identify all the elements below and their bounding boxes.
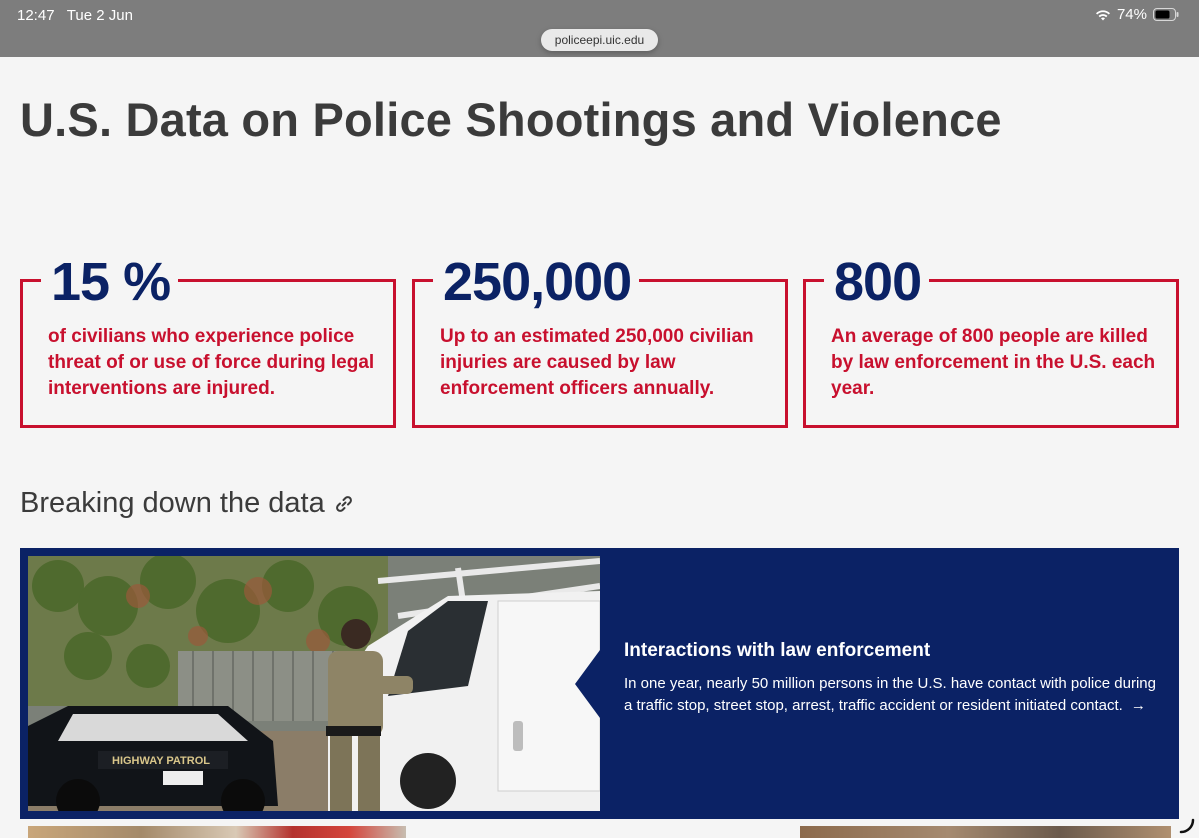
feature-photo [28, 556, 600, 811]
wifi-icon [1095, 9, 1111, 21]
next-card-image[interactable] [800, 826, 1171, 838]
section-heading-text: Breaking down the data [20, 487, 325, 519]
section-heading [20, 487, 353, 520]
arrow-right-icon[interactable]: → [1130, 697, 1146, 714]
stat-number: 800 [824, 252, 929, 312]
url-bar[interactable]: policeepi.uic.edu [541, 29, 658, 51]
battery-percent: 74% [1116, 6, 1147, 23]
status-bar [0, 0, 1199, 57]
clock-time: 12:47 [17, 7, 55, 24]
loading-indicator-icon [1179, 818, 1195, 834]
feature-card-interactions[interactable] [20, 548, 1179, 819]
stat-description: of civilians who experience police threat of or use of force during legal interventions are injured. [48, 326, 375, 399]
link-icon[interactable] [335, 495, 353, 513]
stat-number: 15 % [41, 252, 178, 312]
feature-body [624, 673, 1164, 717]
stat-number: 250,000 [433, 252, 639, 312]
next-card-image[interactable] [28, 826, 406, 838]
stat-card-injuries [412, 252, 788, 428]
status-indicators [1095, 6, 1179, 23]
stat-description: An average of 800 people are killed by law enforcement in the U.S. each year. [831, 326, 1156, 399]
clock-date: Tue 2 Jun [66, 7, 133, 24]
page-title: U.S. Data on Police Shootings and Violence [20, 93, 1002, 146]
patrol-car-text: HIGHWAY PATROL [112, 755, 210, 767]
stat-description: Up to an estimated 250,000 civilian injuries are caused by law enforcement officers annually. [440, 326, 754, 399]
feature-title[interactable]: Interactions with law enforcement [624, 640, 931, 661]
stat-card-killed [803, 252, 1179, 428]
stat-card-injured [20, 252, 396, 428]
status-time [17, 7, 133, 24]
battery-icon [1153, 8, 1179, 21]
feature-notch [575, 650, 600, 718]
feature-body-text: In one year, nearly 50 million persons in the U.S. have contact with police during a traffic stop, street stop, arrest, traffic accident or resident initiated contact. [624, 675, 1156, 714]
